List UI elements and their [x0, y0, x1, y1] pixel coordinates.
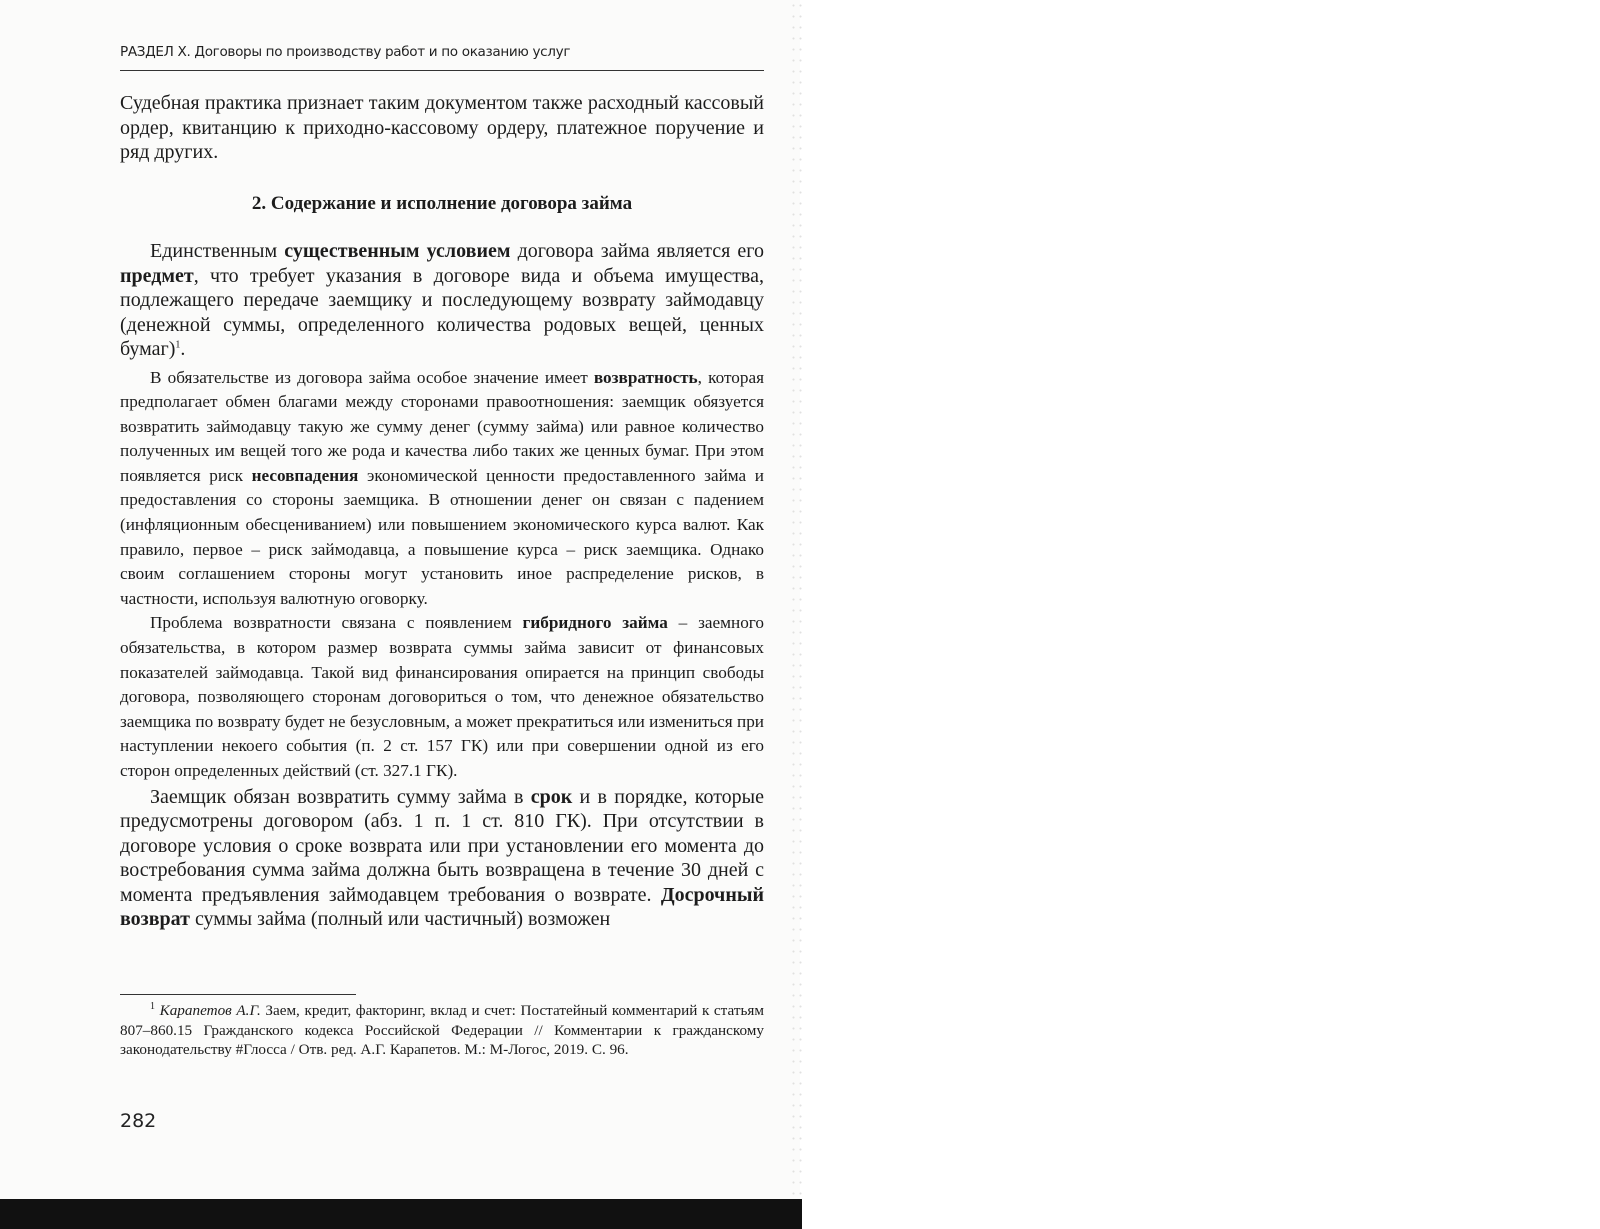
text-run: , что требует указания в договоре вида и объема имущества, подлежащего передаче заемщику и последующему возврату займодавцу (денежной суммы, определенного количества родовых вещей, ценных бумаг)	[120, 264, 764, 360]
text-run: суммы займа (полный или частичный) возможен	[189, 908, 611, 931]
bold-term: возвратность	[593, 367, 698, 387]
text-run: и в порядке, которые предусмотрены договором (абз. 1 п. 1 ст. 810 ГК). При отсутствии в договоре условия о сроке возврата или при установлении его момента до востребования сумма займа должна быть возвращена в течение 30 дней с момента предъявления займодавцем требования о возврате.	[120, 785, 764, 906]
bold-term: существенным условием	[284, 240, 511, 262]
text-run: договора займа является его	[510, 240, 764, 262]
intro-paragraph: Судебная практика признает таким документом также расходный кассовый ордер, квитанцию к приходно-кассовому ордеру, платежное поручение и ряд других.	[120, 92, 764, 163]
running-head: РАЗДЕЛ X. Договоры по производству работ и по оказанию услуг	[120, 44, 571, 60]
footnote-separator	[120, 994, 356, 995]
main-text	[120, 239, 764, 932]
text-run: – заемного обязательства, в котором размер возврата суммы займа зависит от финансовых показателей займодавца. Такой вид финансирования опирается на принцип свободы договора, позволяющего сторонам договориться о том, что денежное обязательство заемщика по возврату будет не безусловным, а может прекратиться или измениться при наступлении некоего события (п. 2 ст. 157 ГК) или при совершении одной из его сторон определенных действий (ст. 327.1 ГК).	[120, 613, 765, 780]
paragraph-repayment-term	[120, 785, 764, 932]
paragraph-essential-terms	[120, 239, 764, 362]
text-run: , которая предполагает обмен благами между сторонами правоотношения: заемщик обязуется возвратить займодавцу такую же сумму денег (сумму займа) или равное количество полученных им вещей того же рода и качества либо таких же ценных бумаг. При этом появляется риск	[120, 367, 764, 485]
section-heading: 2. Содержание и исполнение договора займа	[251, 193, 633, 214]
text-run: Единственным	[150, 240, 285, 262]
text-run: В обязательстве из договора займа особое значение имеет	[150, 367, 594, 387]
intro-paragraph-block	[120, 91, 764, 165]
footnote-number: 1	[150, 1000, 155, 1012]
bold-term: срок	[530, 785, 573, 808]
bold-term: предмет	[120, 264, 194, 287]
text-run: Заемщик обязан возвратить сумму займа в	[150, 785, 531, 808]
bold-term: Досрочный возврат	[120, 883, 764, 931]
paragraph-returnability	[120, 366, 764, 612]
bold-term: несовпадения	[251, 465, 359, 485]
bold-term: гибридного займа	[522, 613, 668, 633]
header-rule	[120, 70, 764, 71]
footnote-reference: 1	[175, 339, 181, 351]
footnote	[120, 1001, 764, 1060]
footnote-author: Карапетов А.Г.	[159, 1002, 261, 1019]
scan-bottom-edge	[0, 1199, 802, 1229]
page-number: 282	[120, 1110, 157, 1132]
text-run: экономической ценности предоставленного займа и предоставления со стороны заемщика. В отношении денег он связан с падением (инфляционным обесцениванием) или повышением экономического курса валют. Как правило, первое – риск займодавца, а повышение курса – риск заемщика. Однако своим соглашением стороны могут установить иное распределение рисков, в частности, используя валютную оговорку.	[120, 465, 764, 608]
text-run: .	[180, 338, 186, 360]
paragraph-hybrid-loan	[120, 611, 764, 783]
scan-gutter-noise	[790, 0, 804, 1229]
footnote-text: Заем, кредит, факторинг, вклад и счет: Постатейный комментарий к статьям 807–860.15 Гражданского кодекса Российской Федерации // Комментарии к гражданскому законодательству #Глосса / Отв. ред. А.Г. Карапетов. М.: М-Логос, 2019. С. 96.	[120, 1002, 765, 1059]
text-run: Проблема возвратности связана с появлением	[150, 613, 523, 633]
